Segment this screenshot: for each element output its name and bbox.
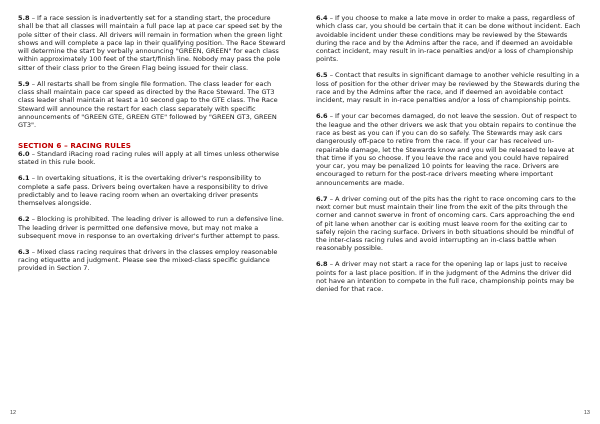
rule-number: 6.2 xyxy=(18,215,30,224)
right-column xyxy=(316,14,582,294)
rule-6-8 xyxy=(316,260,582,293)
page-number-left: 12 xyxy=(10,410,17,416)
rule-6-1 xyxy=(18,174,286,207)
rule-text: – If your car becomes damaged, do not leave the session. Out of respect to the league and the other drivers we ask that you obtain repairs to continue the race as best as you can if you can do so safely. The Stewards may ask cars dangerously off-pace to retire from the race. If your car has received un-repairable damage, let the Stewards know and you will be released to leave at that time if you so choose. If you leave the race and you could have repaired your car, you may be penalized 10 points for leaving the race. Drivers are encouraged to return for the post-race drivers meeting where important announcements are made. xyxy=(316,112,577,187)
rule-6-7 xyxy=(316,195,582,253)
page-number-right: 13 xyxy=(583,410,590,416)
rule-text: – Mixed class racing requires that drivers in the classes employ reasonable racing etiquette and judgment. Please see the mixed-class specific guidance provided in Section 7. xyxy=(18,247,278,273)
rule-text: – Blocking is prohibited. The leading driver is allowed to run a defensive line. The leading driver is permitted one defensive move, but may not make a subsequent move in response to an overtaking driver's further attempt to pass. xyxy=(18,215,284,240)
left-column xyxy=(18,14,286,273)
rule-6-6 xyxy=(316,112,582,187)
rule-number: 6.0 xyxy=(18,150,30,159)
rule-6-3 xyxy=(18,248,286,273)
rule-text: – If you choose to make a late move in order to make a pass, regardless of which class car, you should be certain that it can be done without incident. Each avoidable incident under these conditions may be reviewed by the Stewards during the race and by the Admins after the race, and if deemed an avoidable contact incident, may result in in-race penalties and/or a loss of championship points. xyxy=(316,14,581,64)
rule-text: – If a race session is inadvertently set for a standing start, the procedure shall be that all classes will maintain a full pace lap at pace car speed set by the pole sitter of their class. All drivers will remain in formation when the green light shows and will complete a pace lap in their qualifying position. The Race Steward will determine the start by verbally announcing "GREEN, GREEN" for each class within approximately 100 feet of the start/finish line. Nobody may pass the pole sitter of their class prior to the Green Flag being issued for their class. xyxy=(18,14,286,72)
rule-5-8 xyxy=(18,14,286,72)
rule-6-4 xyxy=(316,14,582,64)
rule-text: – A driver coming out of the pits has the right to race oncoming cars to the next corner but must maintain their line from the exit of the pits through the corner and cannot swerve in front of oncoming cars. Cars approaching the end of pit lane when another car is exiting must leave room for the exiting car to safely rejoin the racing surface. Drivers in both situations should be mindful of the inter-class racing rules and avoid interrupting an in-class battle when reasonably possible. xyxy=(316,194,576,253)
rule-number: 6.5 xyxy=(316,71,328,80)
rule-5-9 xyxy=(18,80,286,130)
rule-number: 5.9 xyxy=(18,79,30,88)
rule-number: 6.1 xyxy=(18,174,30,183)
rule-text: – In overtaking situations, it is the overtaking driver's responsibility to complete a safe pass. Drivers being overtaken have a responsibility to drive predictably and to leave racing room when an overtaking driver presents themselves alongside. xyxy=(18,174,268,208)
rule-number: 5.8 xyxy=(18,14,30,22)
rule-number: 6.8 xyxy=(316,260,328,269)
rule-number: 6.4 xyxy=(316,14,328,22)
rule-6-2 xyxy=(18,215,286,240)
rule-text: – Contact that results in significant damage to another vehicle resulting in a loss of position for the other driver may be reviewed by the Stewards during the race and by the Admins after the race, and if deemed an avoidable contact incident, may result in in-race penalties and/or a loss of championship points. xyxy=(316,71,580,105)
rule-6-0 xyxy=(18,150,286,167)
rule-6-5 xyxy=(316,71,582,104)
rule-number: 6.7 xyxy=(316,194,328,203)
right-page xyxy=(300,0,600,424)
rule-text: – All restarts shall be from single file formation. The class leader for each class shall maintain pace car speed as directed by the Race Steward. The GT3 class leader shall maintain at least a 10 second gap to the GTE class. The Race Steward will announce the restart for each class separately with specific announcements of "GREEN GTE, GREEN GTE" followed by "GREEN GT3, GREEN GT3". xyxy=(18,79,278,130)
rule-text: – A driver may not start a race for the opening lap or laps just to receive points for a last place position. If in the judgment of the Admins the driver did not have an intention to compete in the full race, championship points may be denied for that race. xyxy=(316,260,575,294)
rule-text: – Standard iRacing road racing rules will apply at all times unless otherwise stated in this rule book. xyxy=(18,150,280,167)
section-heading: SECTION 6 – RACING RULES xyxy=(18,140,132,150)
rule-number: 6.6 xyxy=(316,112,328,121)
rule-number: 6.3 xyxy=(18,247,30,256)
